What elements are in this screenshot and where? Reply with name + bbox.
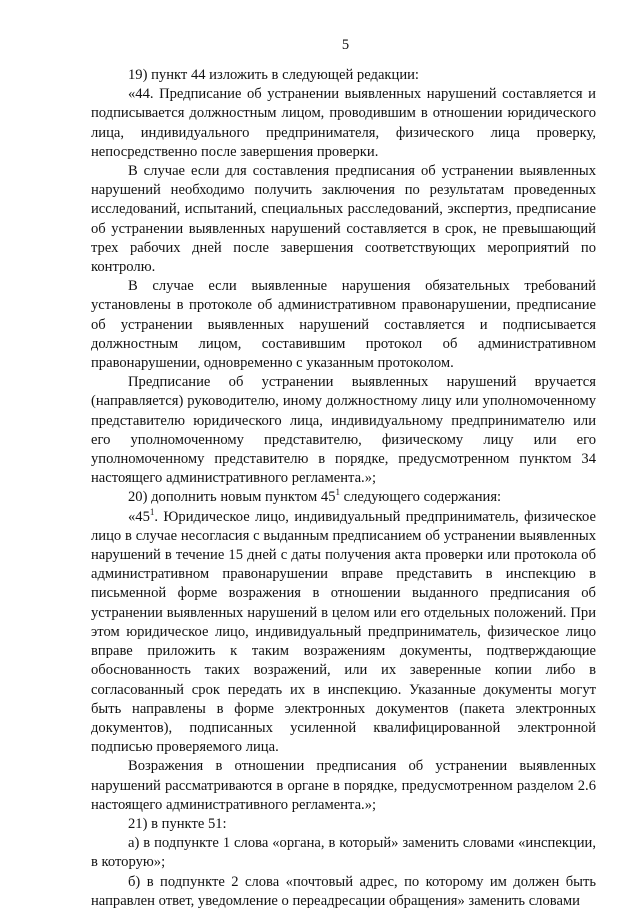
item-20-paragraph: [91, 488, 596, 507]
item-21-paragraph: 21) в пункте 51:: [128, 815, 227, 832]
page-number: 5: [341, 37, 350, 53]
subitem-a-paragraph: а) в подпункте 1 слова «органа, в который» заменить словами «инспекции, в которую»;: [91, 835, 596, 871]
protocol-paragraph: В случае если выявленные нарушения обязательных требований установлены в протоколе об административном правонарушении, предписание об устранении выявленных нарушений составляется и подписывается должностным лицом, составившим протокол об административном правонарушении, одновременно с указанным протоколом.: [91, 278, 596, 372]
clause-45-1-paragraph: [91, 508, 596, 758]
item-20-text: 20) дополнить новым пунктом 45: [128, 489, 336, 506]
item-20-text-end: следующего содержания:: [340, 489, 502, 506]
document-body: [91, 66, 596, 911]
clause-45-1-number: «45: [128, 508, 150, 525]
superscript: 1: [335, 487, 341, 498]
subitem-b-paragraph: б) в подпункте 2 слова «почтовый адрес, по которому им должен быть направлен ответ, уведомление о переадресации обращения» заменить словами: [91, 873, 596, 909]
item-19-paragraph: 19) пункт 44 изложить в следующей редакции:: [128, 67, 419, 83]
expertise-deadline-paragraph: В случае если для составления предписания об устранении выявленных нарушений необходимо получить заключения по результатам проведенных исследований, испытаний, специальных расследований, экспертиз, предписание об устранении выявленных нарушений составляется в срок, не превышающий трех рабочих дней после завершения соответствующих мероприятий по контролю.: [91, 163, 596, 276]
clause-44-paragraph: «44. Предписание об устранении выявленных нарушений составляется и подписывается должностным лицом, проводившим в отношении юридического лица, индивидуального предпринимателя, физического лица проверку, непосредственно после завершения проверки.: [91, 86, 596, 160]
superscript: 1: [149, 506, 155, 517]
objections-paragraph: Возражения в отношении предписания об устранении выявленных нарушений рассматриваются в органе в порядке, предусмотренном разделом 2.6 настоящего административного регламента.»;: [91, 758, 596, 813]
delivery-paragraph: Предписание об устранении выявленных нарушений вручается (направляется) руководителю, иному должностному лицу или уполномоченному представителю юридического лица, индивидуальному предпринимателю или его уполномоченному представителю, физическому лицу или его уполномоченному представителю в порядке, предусмотренном пунктом 34 настоящего административного регламента.»;: [91, 374, 596, 487]
clause-45-1-text: . Юридическое лицо, индивидуальный предприниматель, физическое лицо в случае несогласия с выданным предписанием об устранении выявленных нарушений в течение 15 дней с даты получения акта проверки или протокола об административном правонарушении вправе представить в инспекцию в письменной форме возражения в отношении выданного предписания об устранении выявленных нарушений в целом или его отдельных положений. При этом юридическое лицо, индивидуальный предприниматель, физическое лицо вправе приложить к таким возражениям документы, подтверждающие обоснованность таких возражений, или их заверенные копии либо в согласованный срок передать их в инспекцию. Указанные документы могут быть направлены в форме электронных документов (пакета электронных документов), подписанных усиленной квалифицированной электронной подписью проверяемого лица.: [91, 508, 596, 756]
